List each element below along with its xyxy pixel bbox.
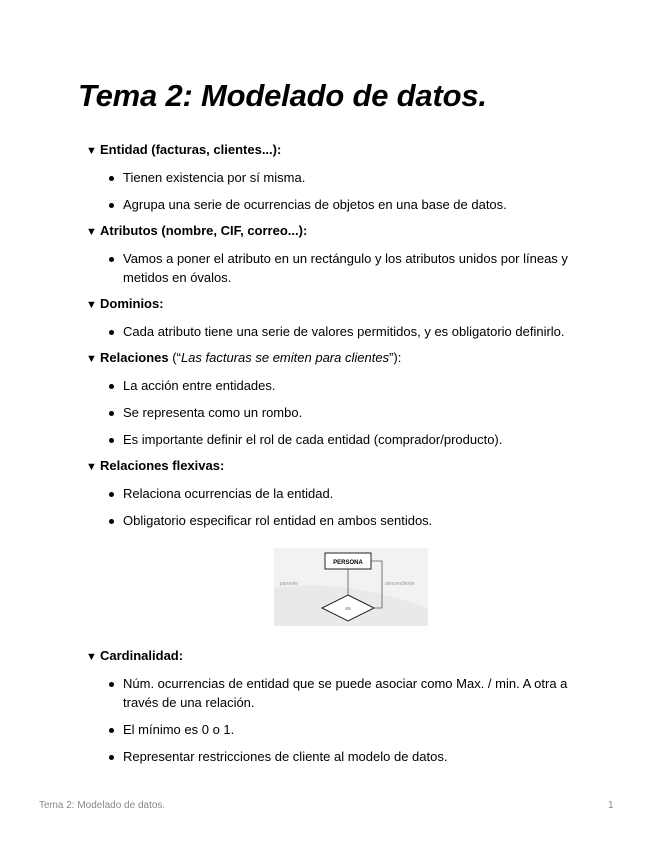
list-item: El mínimo es 0 o 1. [86,720,586,739]
section-heading[interactable]: ▼ Entidad (facturas, clientes...): [86,141,586,160]
role-label-right: descendiente [385,581,415,587]
role-label-left: pariente [280,581,299,587]
list-item: La acción entre entidades. [86,376,586,395]
list-item: Vamos a poner el atributo en un rectángulo y los atributos unidos por líneas y metidos en óvalos. [86,249,586,287]
footer-title: Tema 2: Modelado de datos. [39,800,166,811]
section-heading[interactable]: ▼ Relaciones (“Las facturas se emiten para clientes”): [86,349,586,368]
collapse-triangle-icon[interactable]: ▼ [86,145,97,157]
collapse-triangle-icon[interactable]: ▼ [86,461,97,473]
page-number: 1 [608,800,614,811]
list-item: Tienen existencia por sí misma. [86,168,586,187]
list-item: Relaciona ocurrencias de la entidad. [86,484,586,503]
list-item: Obligatorio especificar rol entidad en ambos sentidos. [86,511,586,530]
section-relaciones [86,349,586,449]
section-heading[interactable]: ▼ Relaciones flexivas: [86,457,586,476]
section-atributos [86,222,586,287]
section-heading[interactable]: ▼ Dominios: [86,295,586,314]
list-item: Núm. ocurrencias de entidad que se puede asociar como Max. / min. A otra a través de una relación. [86,674,586,712]
page-title: Tema 2: Modelado de datos. [78,78,487,113]
list-item: Se representa como un rombo. [86,403,586,422]
er-diagram-figure [274,548,428,626]
collapse-triangle-icon[interactable]: ▼ [86,651,97,663]
relationship-label: es [345,606,351,612]
list-item: Representar restricciones de cliente al modelo de datos. [86,747,586,766]
list-item: Es importante definir el rol de cada entidad (comprador/producto). [86,430,586,449]
section-heading[interactable]: ▼ Atributos (nombre, CIF, correo...): [86,222,586,241]
collapse-triangle-icon[interactable]: ▼ [86,353,97,365]
entity-label: PERSONA [333,560,363,566]
section-relaciones-flexivas [86,457,586,530]
section-entidad [86,141,586,214]
collapse-triangle-icon[interactable]: ▼ [86,226,97,238]
section-dominios [86,295,586,341]
section-cardinalidad [86,647,586,766]
er-diagram [274,548,428,626]
section-heading[interactable]: ▼ Cardinalidad: [86,647,586,666]
list-item: Agrupa una serie de ocurrencias de objetos en una base de datos. [86,195,586,214]
list-item: Cada atributo tiene una serie de valores permitidos, y es obligatorio definirlo. [86,322,586,341]
collapse-triangle-icon[interactable]: ▼ [86,299,97,311]
